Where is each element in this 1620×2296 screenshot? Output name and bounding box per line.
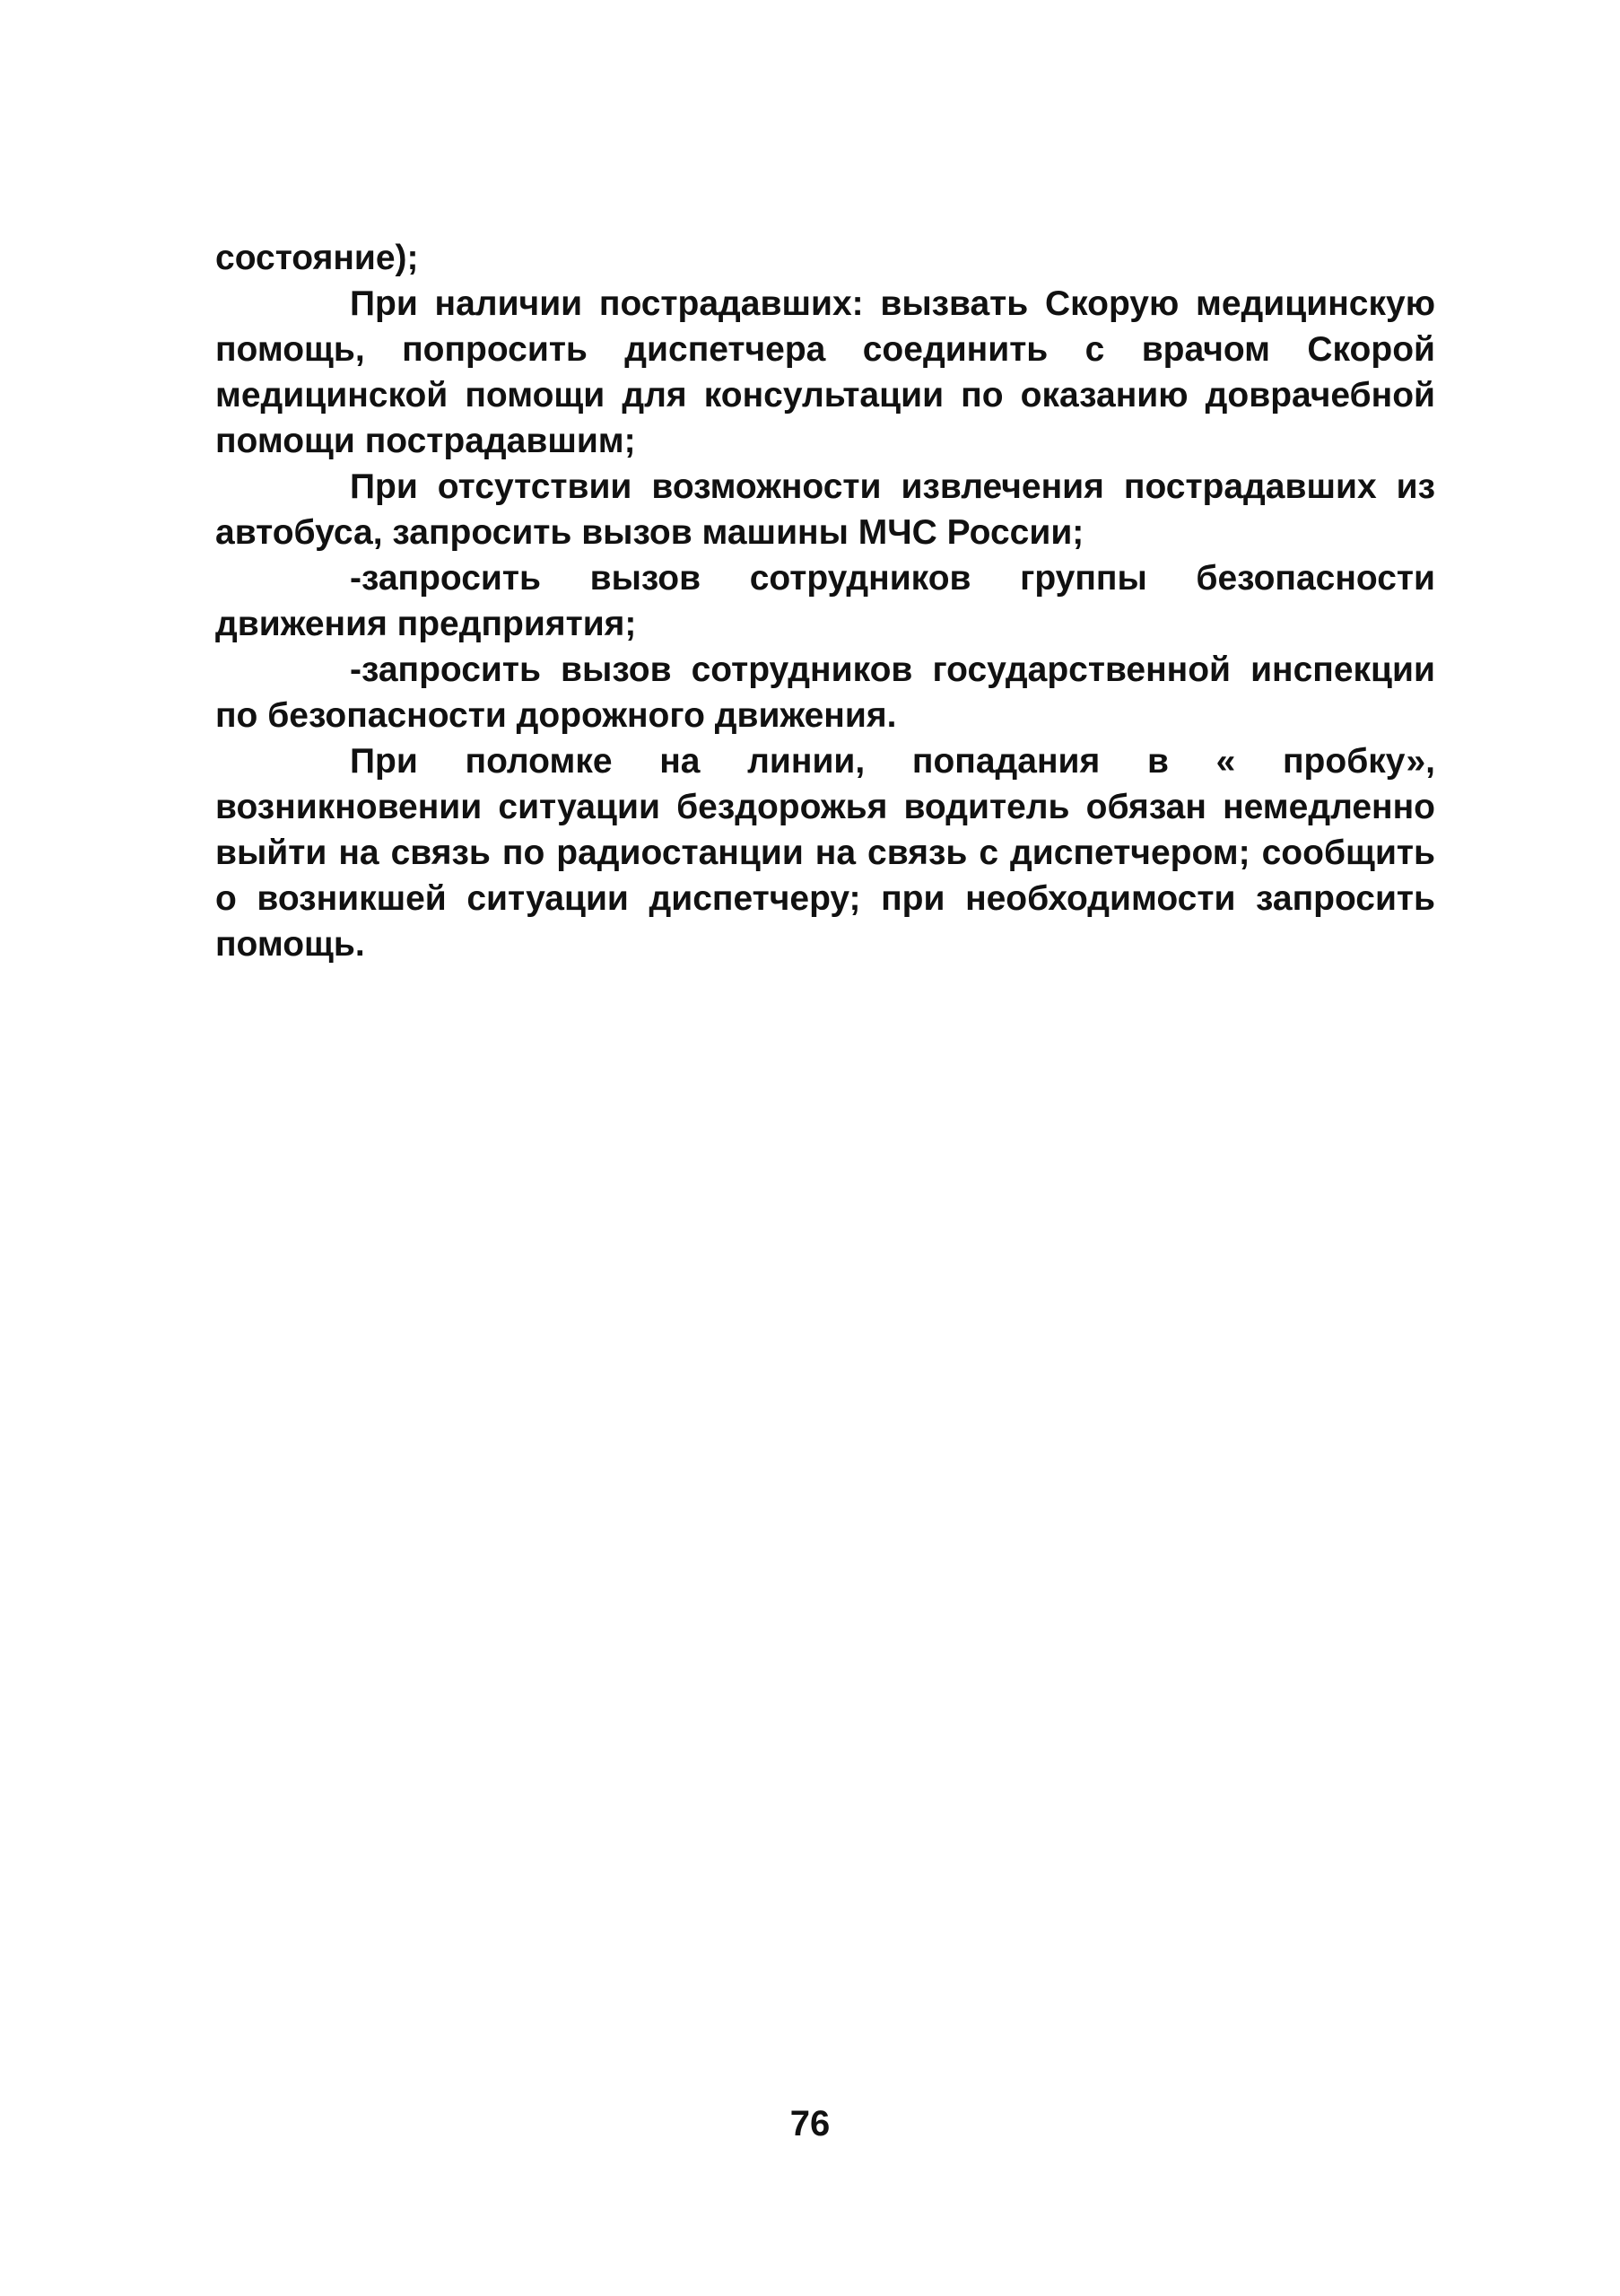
page-number: 76 [789,2104,831,2143]
paragraph-victims: При наличии пострадавших: вызвать Скорую медицинскую помощь, попросить диспетчера соединить с врачом Скорой медицинской помощи для консультации по оказанию доврачебной помощи пострадавшим; [215,284,1435,460]
paragraph-continuation: состояние); [215,239,419,277]
paragraph-safety-group: -запросить вызов сотрудников группы безопасности движения предприятия; [215,559,1435,643]
body-text [215,235,1435,967]
paragraph-traffic-inspection: -запросить вызов сотрудников государственной инспекции по безопасности дорожного движения. [215,650,1435,735]
paragraph-breakdown: При поломке на линии, попадания в « пробку», возникновении ситуации бездорожья водитель обязан немедленно выйти на связь по радиостанции на связь с диспетчером; сообщить о возникшей ситуации диспетчеру; при необходимости запросить помощь. [215,742,1435,964]
paragraph-extraction: При отсутствии возможности извлечения пострадавших из автобуса, запросить вызов машины МЧС России; [215,467,1435,552]
